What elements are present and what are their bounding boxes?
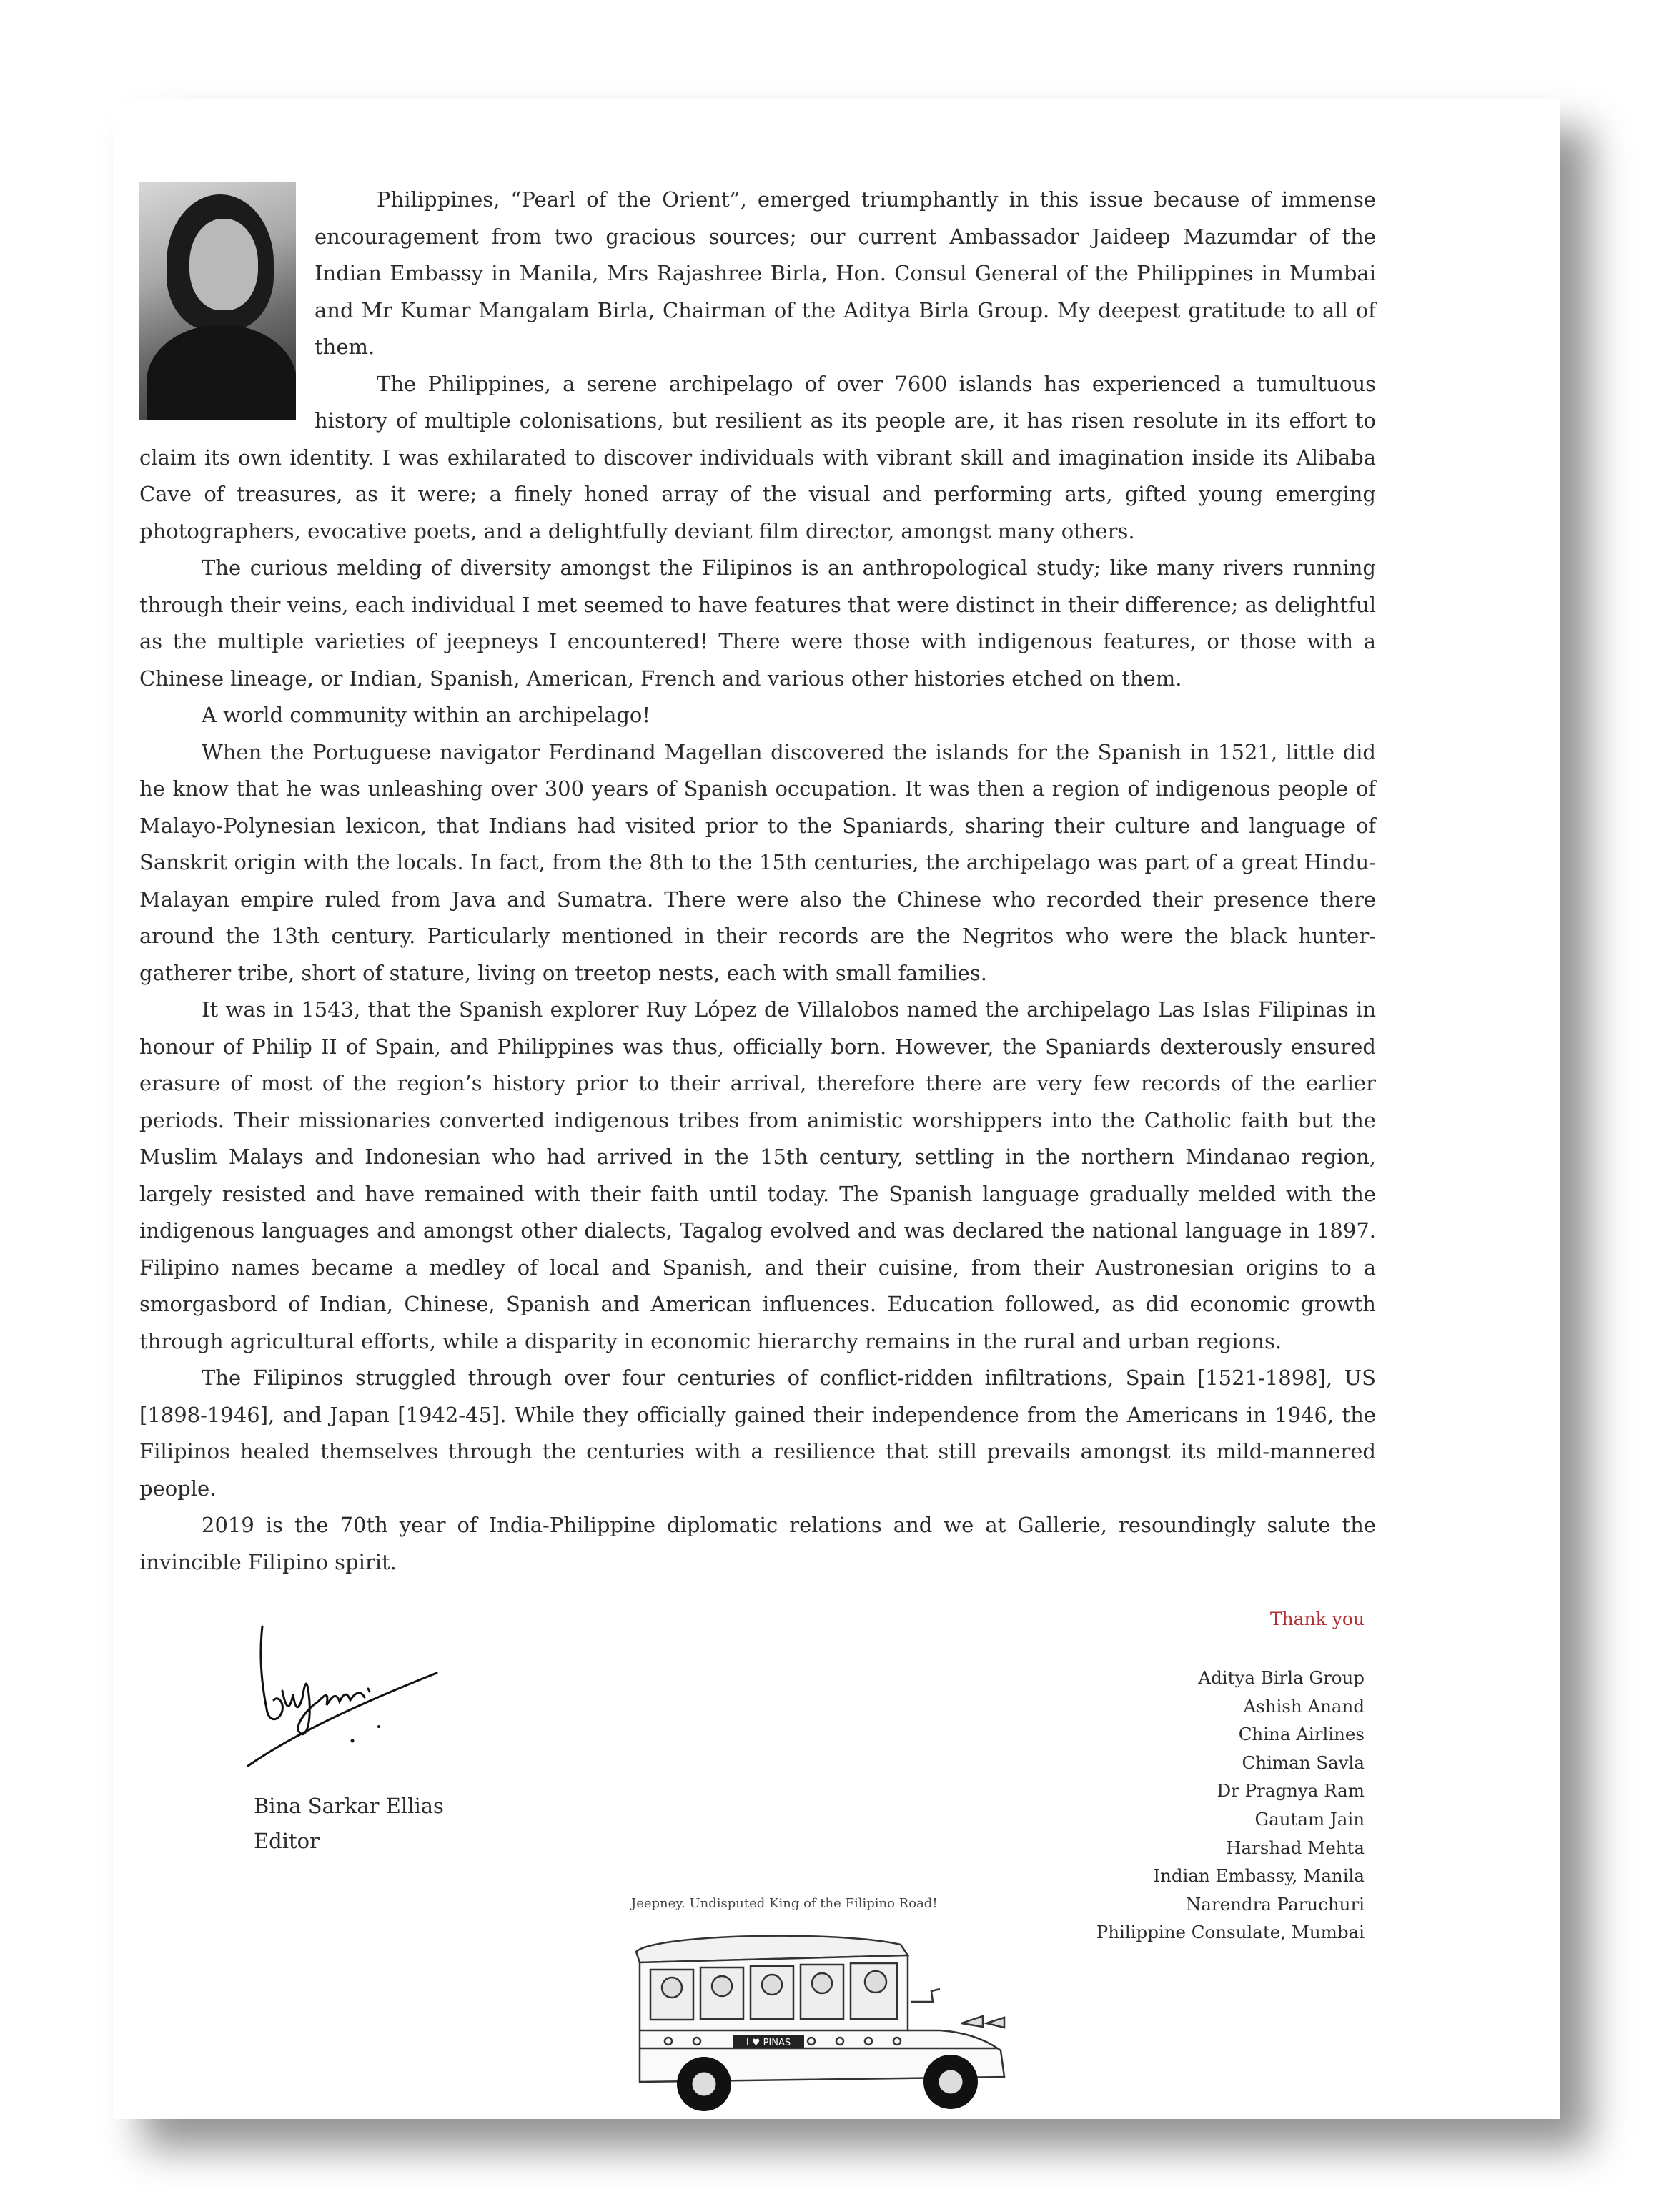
paragraph: Philippines, “Pearl of the Orient”, emerged triumphantly in this issue because of immense encouragement from two gracious sources; our current Ambassador Jaideep Mazumdar of the Indian Embassy in Manila, Mrs Rajashree Birla, Hon. Consul General of the Philippines in Mumbai and Mr Kumar Mangalam Birla, Chairman of the Aditya Birla Group. My deepest gratitude to all of them.: [315, 187, 1376, 359]
jeepney-plate-text: I ♥ PINAS: [746, 2038, 791, 2048]
sponsor-name: Harshad Mehta: [1226, 1837, 1365, 1858]
editor-name: Bina Sarkar Ellias: [254, 1794, 444, 1818]
sponsor-name: China Airlines: [1238, 1724, 1365, 1745]
paragraph: The Filipinos struggled through over four centuries of conflict-ridden infiltrations, Spain [1521-1898], US [1898-1946], and Japan [1942-45]. While they officially gained their independence from the Americans in 1946, the Filipinos healed themselves through the centuries with a resilience that still prevails amongst its mild-mannered people.: [139, 1366, 1376, 1501]
paragraph: When the Portuguese navigator Ferdinand Magellan discovered the islands for the Spanish in 1521, little did he know that he was unleashing over 300 years of Spanish occupation. It was then a region of indigenous people of Malayo-Polynesian lexicon, that Indians had visited prior to the Spaniards, sharing their culture and language of Sanskrit origin with the locals. In fact, from the 8th to the 15th centuries, the archipelago was part of a great Hindu-Malayan empire ruled from Java and Sumatra. There were also the Chinese who recorded their presence there around the 13th century. Particularly mentioned in their records are the Negritos who were the black hunter-gatherer tribe, short of stature, living on treetop nests, each with small families.: [139, 739, 1376, 985]
sponsor-name: Aditya Birla Group: [1198, 1667, 1365, 1688]
sponsor-name: Gautam Jain: [1254, 1808, 1365, 1830]
editor-role: Editor: [254, 1829, 320, 1853]
sponsor-name: Philippine Consulate, Mumbai: [1096, 1922, 1365, 1943]
sponsor-name: Ashish Anand: [1243, 1695, 1365, 1717]
sponsor-name: Dr Pragnya Ram: [1217, 1780, 1365, 1802]
sponsor-name: Indian Embassy, Manila: [1153, 1865, 1365, 1887]
paragraph: The curious melding of diversity amongst the Filipinos is an anthropological study; like many rivers running through their veins, each individual I met seemed to have features that were distinct in their difference; as delightful as the multiple varieties of jeepneys I encountered! There were those with indigenous features, or those with a Chinese lineage, or Indian, Spanish, American, French and various other histories etched on them.: [139, 556, 1376, 691]
paragraph: The Philippines, a serene archipelago of over 7600 islands has experienced a tumultuous history of multiple colonisations, but resilient as its people are, it has risen resolute in its effort to claim its own identity. I was exhilarated to discover individuals with vibrant skill and imagination inside its Alibaba Cave of treasures, as it were; a finely honed array of the visual and performing arts, gifted young emerging photographers, evocative poets, and a delightfully deviant film director, amongst many others.: [139, 371, 1376, 543]
letter-body: [139, 182, 1376, 1581]
jeepney-caption: Jeepney. Undisputed King of the Filipino Road!: [631, 1896, 938, 1911]
editor-signoff: [254, 1789, 444, 1859]
handwritten-signature: [247, 1623, 440, 1780]
paragraph: It was in 1543, that the Spanish explorer Ruy López de Villalobos named the archipelago Las Islas Filipinas in honour of Philip II of Spain, and Philippines was thus, officially born. However, the Spaniards dexterously ensured erasure of most of the region’s history prior to their arrival, therefore there are very few records of the earlier periods. Their missionaries converted indigenous tribes from animistic worshippers into the Catholic faith but the Muslim Malays and Indonesian who had arrived in the 15th century, settling in the northern Mindanao region, largely resisted and have remained with their faith until today. The Spanish language gradually melded with the indigenous languages and amongst other dialects, Tagalog evolved and was declared the national language in 1897. Filipino names became a medley of local and Spanish, and their cuisine, from their Austronesian origins to a smorgasbord of Indian, Chinese, Spanish and American influences. Education followed, as did economic growth through agricultural efforts, while a disparity in economic hierarchy remains in the rural and urban regions.: [139, 997, 1376, 1353]
editor-portrait-photo: [139, 182, 296, 420]
jeepney-illustration: [625, 1923, 1026, 2116]
thank-you-heading: Thank you: [1269, 1609, 1365, 1629]
sponsor-name: Narendra Paruchuri: [1185, 1893, 1365, 1915]
paragraph: A world community within an archipelago!: [202, 703, 651, 727]
sponsor-list: [1096, 1664, 1365, 1947]
paragraph: 2019 is the 70th year of India-Philippine diplomatic relations and we at Gallerie, resoundingly salute the invincible Filipino spirit.: [139, 1513, 1376, 1574]
sponsor-name: Chiman Savla: [1242, 1752, 1365, 1773]
